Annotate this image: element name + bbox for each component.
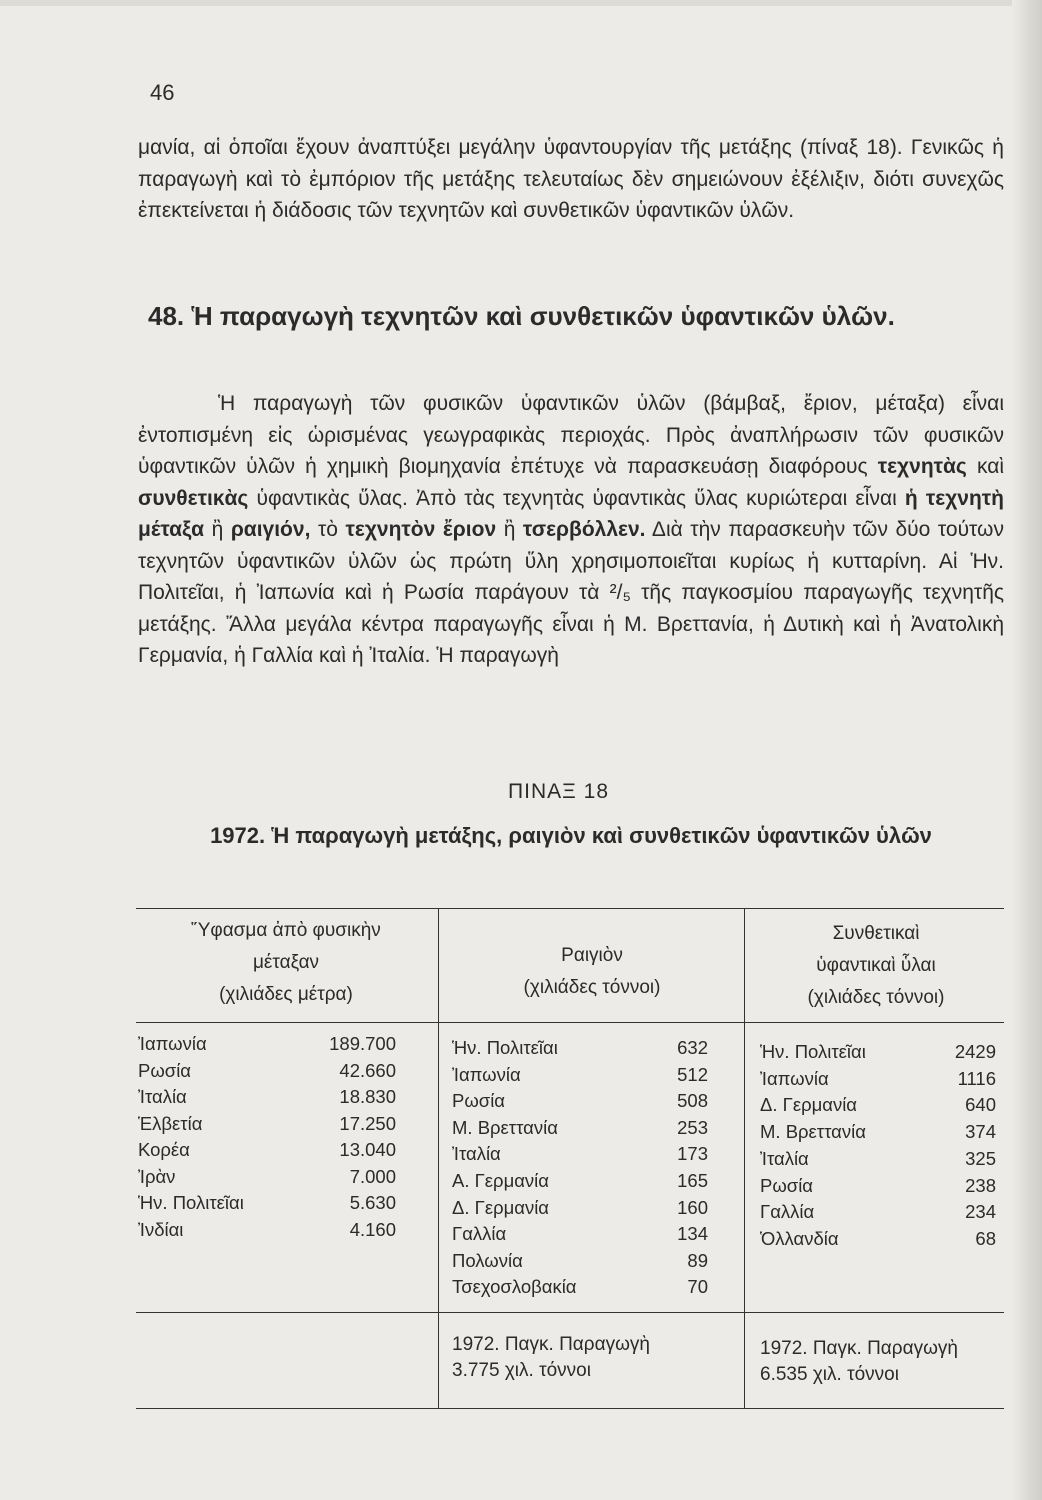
production-value: 325 bbox=[965, 1147, 996, 1169]
rayon-world-total bbox=[452, 1332, 650, 1384]
production-value: 640 bbox=[965, 1094, 996, 1116]
country-name: Α. Γερμανία bbox=[452, 1170, 549, 1191]
total-line: 6.535 χιλ. τόννοι bbox=[760, 1364, 899, 1385]
country-name: Ἰταλία bbox=[138, 1086, 187, 1107]
table-row bbox=[138, 1190, 396, 1216]
production-value: 165 bbox=[677, 1170, 708, 1191]
table-row bbox=[760, 1146, 996, 1172]
column-header-line: (χιλιάδες τόννοι) bbox=[523, 977, 661, 998]
text-run: καὶ bbox=[976, 455, 1005, 478]
country-name: Ἡν. Πολιτεῖαι bbox=[760, 1041, 866, 1062]
text-run: Διὰ τὴν παρασκευὴν τῶν δύο τούτων τεχνητῶν ὑφαντικῶν ὑλῶν ὡς πρώτη ὕλη χρησιμοποιεῖται κυρίως ἡ κυτταρίνη. Αἱ Ἡν. Πολιτεῖαι, ἡ Ἰαπωνία καὶ ἡ Ρωσία παράγουν τὰ ²/₅ τῆς παγκοσμίου παραγωγῆς τεχνητῆς μετάξης. Ἄλλα μεγάλα κέντρα παραγωγῆς εἶναι ἡ Μ. Βρεττανία, ἡ Δυτικὴ καὶ ἡ Ἀνατολικὴ Γερμανία, ἡ Γαλλία καὶ ἡ Ἰταλία. Ἡ παραγωγὴ bbox=[138, 518, 1004, 667]
country-name: Ἰνδίαι bbox=[138, 1218, 184, 1240]
column-header-line: Ραιγιὸν bbox=[561, 945, 623, 966]
production-value: 253 bbox=[677, 1116, 708, 1138]
text-run: Ἡ παραγωγὴ τῶν φυσικῶν ὑφαντικῶν ὑλῶν (βάμβαξ, ἔριον, μέταξα) εἶναι ἐντοπισμένη εἰς ὡρισμένας γεωγραφικὰς περιοχάς. Πρὸς ἀναπλήρωσιν τῶν φυσικῶν ὑφαντικῶν ὑλῶν ἡ χημικὴ βιομηχανία ἐπέτυχε νὰ παρασκευάσῃ διαφόρους bbox=[138, 392, 1004, 478]
table-row bbox=[138, 1217, 396, 1243]
production-value: 508 bbox=[677, 1090, 708, 1112]
production-value: 238 bbox=[965, 1174, 996, 1196]
column-header-line: ὑφαντικαὶ ὗλαι bbox=[816, 955, 936, 976]
table-row bbox=[138, 1031, 396, 1057]
country-name: Ἰταλία bbox=[452, 1143, 501, 1165]
table-column-divider bbox=[438, 908, 439, 1408]
country-name: Ἡν. Πολιτεῖαι bbox=[452, 1037, 558, 1058]
table-row bbox=[452, 1035, 708, 1061]
production-value: 160 bbox=[677, 1196, 708, 1218]
country-name: Μ. Βρεττανία bbox=[760, 1121, 866, 1143]
table-row bbox=[138, 1164, 396, 1190]
table-row bbox=[760, 1226, 996, 1252]
column-header-silk bbox=[138, 915, 434, 1011]
production-value: 4.160 bbox=[349, 1218, 396, 1240]
term-zellwolle: τσερβόλλεν. bbox=[522, 518, 646, 541]
country-name: Ρωσία bbox=[452, 1090, 506, 1112]
term-rayon: ραιγιόν, bbox=[230, 518, 311, 541]
synthetic-world-total bbox=[760, 1336, 958, 1388]
country-name: Ρωσία bbox=[138, 1059, 192, 1081]
production-value: 18.830 bbox=[339, 1086, 396, 1107]
table-rule-bottom bbox=[136, 1408, 1004, 1409]
production-value: 2429 bbox=[954, 1041, 996, 1062]
production-value: 42.660 bbox=[339, 1059, 396, 1081]
column-header-line: (χιλιάδες τόννοι) bbox=[807, 987, 945, 1008]
table-label: ΠΙΝΑΞ 18 bbox=[508, 780, 610, 803]
term-artificial-silk: ἡ τεχνητὴ μέταξα bbox=[138, 486, 1004, 541]
country-name: Μ. Βρεττανία bbox=[452, 1116, 558, 1138]
production-value: 17.250 bbox=[339, 1112, 396, 1134]
table-row bbox=[760, 1199, 996, 1225]
production-value: 68 bbox=[975, 1227, 996, 1249]
production-value: 512 bbox=[677, 1063, 708, 1085]
country-name: Ἰαπωνία bbox=[452, 1063, 521, 1085]
total-line: 3.775 χιλ. τόννοι bbox=[452, 1360, 591, 1381]
column-header-line: (χιλιάδες μέτρα) bbox=[219, 984, 353, 1005]
production-value: 374 bbox=[965, 1121, 996, 1143]
country-name: Γαλλία bbox=[452, 1223, 507, 1245]
text-run: ἢ bbox=[503, 518, 516, 541]
table-row bbox=[452, 1274, 708, 1300]
country-name: Τσεχοσλοβακία bbox=[452, 1276, 577, 1298]
country-name: Κορέα bbox=[138, 1139, 190, 1160]
table-row bbox=[760, 1039, 996, 1065]
country-name: Δ. Γερμανία bbox=[452, 1196, 550, 1218]
page-number: 46 bbox=[150, 80, 175, 105]
production-value: 173 bbox=[677, 1143, 708, 1165]
term-artificial: τεχνητὰς bbox=[877, 455, 967, 478]
country-name: Πολωνία bbox=[452, 1249, 523, 1271]
column-header-line: Συνθετικαὶ bbox=[832, 923, 920, 944]
table-title: 1972. Ἡ παραγωγὴ μετάξης, ραιγιὸν καὶ συνθετικῶν ὑφαντικῶν ὑλῶν bbox=[210, 823, 932, 848]
table-row bbox=[760, 1119, 996, 1145]
column-header-synthetic bbox=[748, 918, 1004, 1014]
text-run: ὑφαντικὰς ὕλας. Ἀπὸ τὰς τεχνητὰς ὑφαντικὰς ὕλας κυριώτεραι εἶναι bbox=[256, 486, 897, 510]
table-row bbox=[452, 1195, 708, 1221]
country-name: Ἰρὰν bbox=[138, 1165, 176, 1187]
table-rule-header bbox=[136, 1022, 1004, 1023]
total-line: 1972. Παγκ. Παραγωγὴ bbox=[760, 1338, 958, 1359]
production-value: 1116 bbox=[957, 1067, 996, 1089]
country-name: Δ. Γερμανία bbox=[760, 1094, 858, 1116]
country-name: Ἰαπωνία bbox=[138, 1033, 207, 1054]
section-paragraph bbox=[138, 388, 1004, 672]
table-row bbox=[138, 1137, 396, 1163]
table-row bbox=[760, 1173, 996, 1199]
column-header-line: Ὕφασμα ἀπὸ φυσικὴν bbox=[191, 920, 381, 941]
table-column-divider bbox=[744, 908, 745, 1408]
table-rule-top bbox=[136, 908, 1004, 909]
table-row bbox=[138, 1084, 396, 1110]
country-name: Ἡν. Πολιτεῖαι bbox=[138, 1192, 244, 1213]
term-synthetic: συνθετικὰς bbox=[138, 486, 249, 510]
production-value: 632 bbox=[677, 1037, 708, 1058]
table-row bbox=[452, 1062, 708, 1088]
section-heading: 48. Ἡ παραγωγὴ τεχνητῶν καὶ συνθετικῶν ὑφαντικῶν ὑλῶν. bbox=[148, 301, 895, 331]
country-name: Ἰαπωνία bbox=[760, 1067, 829, 1089]
country-name: Γαλλία bbox=[760, 1201, 815, 1223]
table-row bbox=[452, 1141, 708, 1167]
page-edge-shadow bbox=[1012, 0, 1042, 1500]
page-top-edge bbox=[0, 0, 1042, 6]
term-artificial-wool: τεχνητὸν ἔριον bbox=[345, 518, 497, 541]
country-name: Ὁλλανδία bbox=[760, 1227, 839, 1249]
country-name: Ἰταλία bbox=[760, 1147, 809, 1169]
production-value: 189.700 bbox=[329, 1033, 396, 1054]
intro-paragraph: μανία, αἱ ὁποῖαι ἔχουν ἀναπτύξει μεγάλην ὑφαντουργίαν τῆς μετάξης (πίναξ 18). Γενικῶς ἡ παραγωγὴ καὶ τὸ ἐμπόριον τῆς μετάξης τελευταίως δὲν σημειώνουν ἐξέλιξιν, διότι συνεχῶς ἐπεκτείνεται ἡ διάδοσις τῶν τεχνητῶν καὶ συνθετικῶν ὑφαντικῶν ὑλῶν. bbox=[138, 136, 1004, 222]
production-value: 70 bbox=[687, 1276, 708, 1298]
table-row bbox=[138, 1111, 396, 1137]
table-row bbox=[760, 1066, 996, 1092]
production-value: 234 bbox=[965, 1201, 996, 1223]
table-row bbox=[452, 1248, 708, 1274]
text-run: τὸ bbox=[317, 518, 338, 541]
table-row bbox=[452, 1115, 708, 1141]
text-run: ἢ bbox=[211, 518, 224, 541]
table-row bbox=[452, 1168, 708, 1194]
column-header-rayon bbox=[442, 940, 742, 1004]
total-line: 1972. Παγκ. Παραγωγὴ bbox=[452, 1334, 650, 1355]
production-value: 13.040 bbox=[339, 1139, 396, 1160]
table-rule-body bbox=[136, 1312, 1004, 1313]
table-row bbox=[452, 1088, 708, 1114]
column-header-line: μέταξαν bbox=[252, 952, 320, 973]
table-row bbox=[760, 1092, 996, 1118]
production-value: 5.630 bbox=[349, 1192, 396, 1213]
production-value: 7.000 bbox=[349, 1165, 396, 1187]
production-value: 89 bbox=[687, 1249, 708, 1271]
table-row bbox=[138, 1058, 396, 1084]
table-row bbox=[452, 1221, 708, 1247]
country-name: Ρωσία bbox=[760, 1174, 814, 1196]
production-value: 134 bbox=[677, 1223, 708, 1245]
country-name: Ἑλβετία bbox=[138, 1112, 203, 1134]
